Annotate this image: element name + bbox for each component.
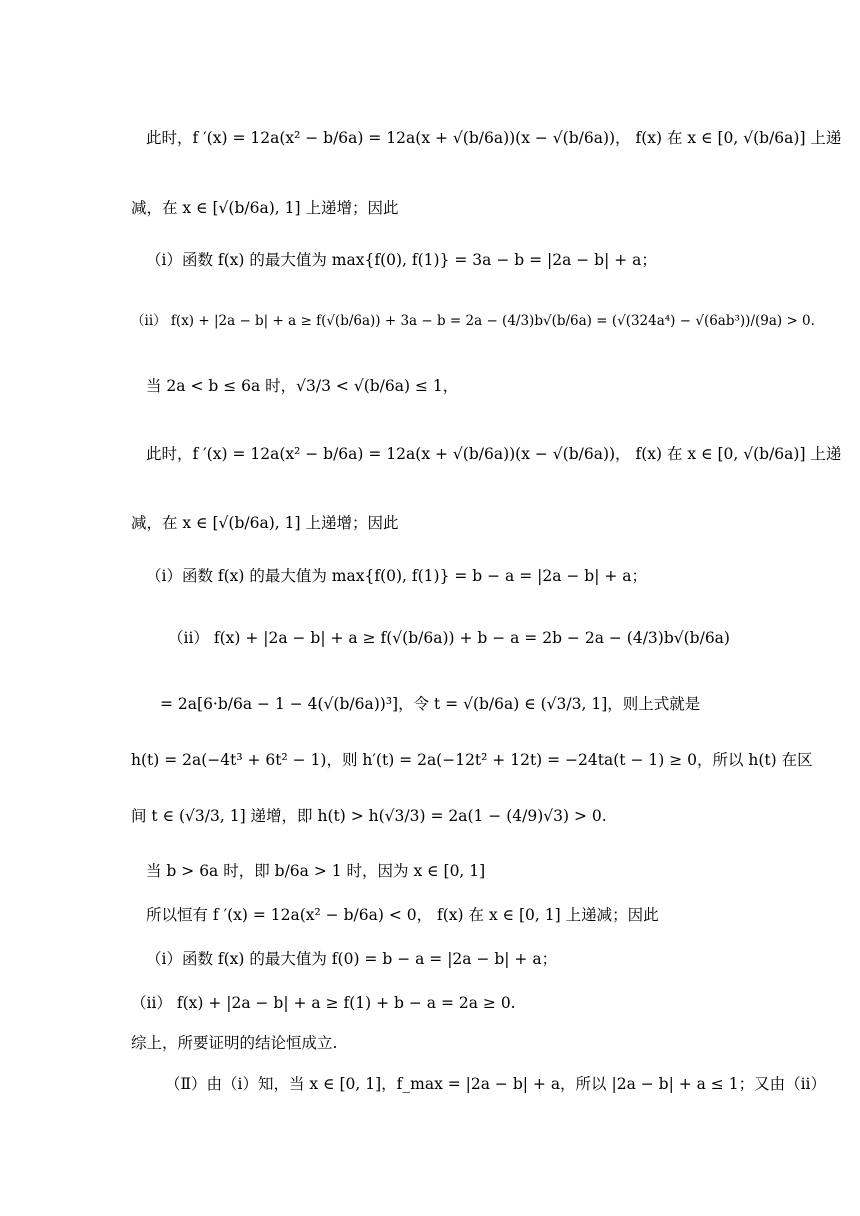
text-line: （i）函数 f(x) 的最大值为 max{f(0), f(1)} = b − a = |2a − b| + a； <box>146 567 648 585</box>
text-line: （ii） f(x) + |2a − b| + a ≥ f(√(b/6a)) + b − a = 2b − 2a − (4/3)b√(b/6a) <box>168 629 730 647</box>
text-line: 减，在 x ∈ [√(b/6a), 1] 上递增；因此 <box>131 199 399 217</box>
text-line: 综上，所要证明的结论恒成立. <box>131 1034 338 1052</box>
text-line: 当 b > 6a 时，即 b/6a > 1 时，因为 x ∈ [0, 1] <box>146 862 486 880</box>
text-line: 此时，f ′(x) = 12a(x² − b/6a) = 12a(x + √(b/6a))(x − √(b/6a))， f(x) 在 x ∈ [0, √(b/6a)] 上递 <box>146 445 842 463</box>
text-line: （ii） f(x) + |2a − b| + a ≥ f(1) + b − a = 2a ≥ 0. <box>131 994 516 1012</box>
text-line: 所以恒有 f ′(x) = 12a(x² − b/6a) < 0， f(x) 在 x ∈ [0, 1] 上递减；因此 <box>146 906 659 924</box>
text-line: = 2a[6·b/6a − 1 − 4(√(b/6a))³]，令 t = √(b/6a) ∈ (√3/3, 1]，则上式就是 <box>160 695 701 713</box>
text-line: 此时，f ′(x) = 12a(x² − b/6a) = 12a(x + √(b/6a))(x − √(b/6a))， f(x) 在 x ∈ [0, √(b/6a)] 上递 <box>146 129 842 147</box>
text-line: h(t) = 2a(−4t³ + 6t² − 1)，则 h′(t) = 2a(−12t² + 12t) = −24ta(t − 1) ≥ 0，所以 h(t) 在区 <box>131 751 813 769</box>
text-line: 间 t ∈ (√3/3, 1] 递增，即 h(t) > h(√3/3) = 2a(1 − (4/9)√3) > 0. <box>131 807 607 825</box>
text-line: （ii） f(x) + |2a − b| + a ≥ f(√(b/6a)) + 3a − b = 2a − (4/3)b√(b/6a) = (√(324a⁴) − √(6ab³))/(9a) > 0. <box>131 313 815 329</box>
text-line: （i）函数 f(x) 的最大值为 f(0) = b − a = |2a − b| + a； <box>146 950 558 968</box>
text-line: （i）函数 f(x) 的最大值为 max{f(0), f(1)} = 3a − b = |2a − b| + a； <box>146 251 657 269</box>
text-line: （Ⅱ）由（i）知，当 x ∈ [0, 1]，f_max = |2a − b| + a，所以 |2a − b| + a ≤ 1；又由（ii） <box>165 1075 826 1093</box>
text-line: 当 2a < b ≤ 6a 时，√3/3 < √(b/6a) ≤ 1， <box>146 377 459 395</box>
text-line: 减，在 x ∈ [√(b/6a), 1] 上递增；因此 <box>131 514 399 532</box>
